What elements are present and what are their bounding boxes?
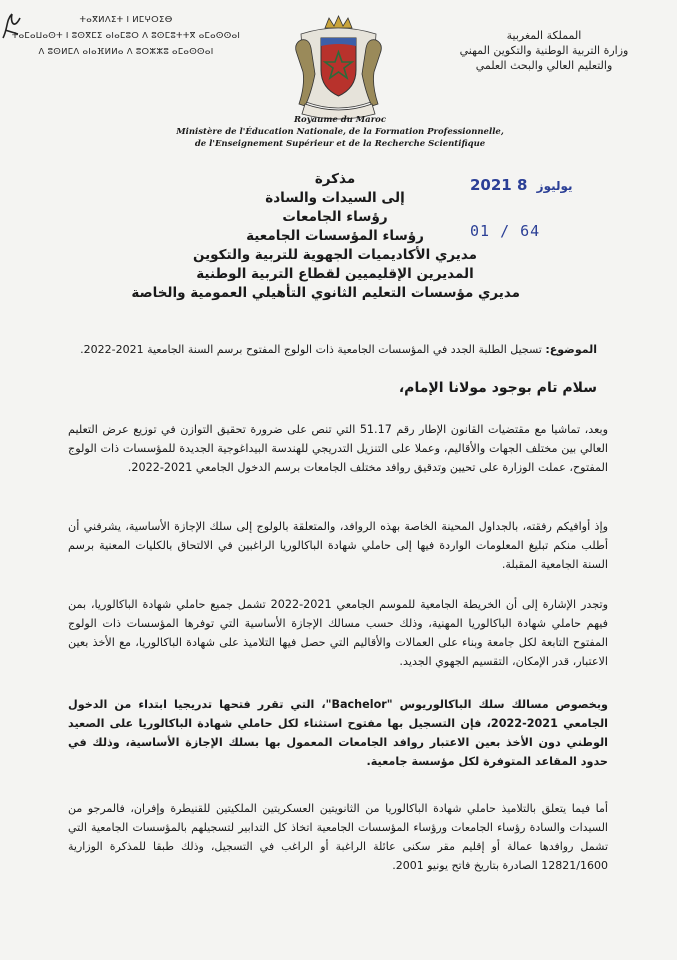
addressee-line: مديري مؤسسات التعليم الثانوي التأهيلي العمومية والخاصة <box>131 285 520 301</box>
body-paragraph-4: وبخصوص مسالك سلك الباكالوريوس "Bachelor"، التي تقرر فتحها تدريجيا ابتداء من الدخول الجامعي 2021-2022، فإن التسجيل بها مفتوح استثناء لكل حاملي شهادة الباكالوريا على الصعيد الوطني دون الأخذ بعين الاعتبار روافد الجامعات المعمول بها بسلك الإجازة الأساسية، وذلك في حدود المقاعد المتوفرة لكل مؤسسة جامعية. <box>68 698 608 768</box>
reference-stamp: 01 / 64 <box>470 222 541 240</box>
date-stamp-day: 8 <box>516 176 528 194</box>
addressee-line: إلى السيدات والسادة <box>265 190 405 206</box>
body-paragraph-5: أما فيما يتعلق بالتلاميذ حاملي شهادة الباكالوريا من الثانويتين العسكريتين الملكيتين للقنيطرة وإفران، فالمرجو من السيدات والسادة رؤساء الجامعات ورؤساء المؤسسات الجامعية اتخاذ كل التدابير لتسجيلهم بالمؤسسات الجامعية التي تشمل روافدها عمالة أو إقليم مقر سكنى عائلة الراغبة أو الراغب في التسجيل، وذلك طبقا للمذكرة الوزارية 12821/1600 الصادرة بتاريخ فاتح يونيو 2001. <box>68 802 608 872</box>
body-paragraph-1: وبعد، تماشيا مع مقتضيات القانون الإطار رقم 51.17 التي تنص على ضرورة تحقيق التوازن في توزيع عرض التعليم العالي بين مختلف الجهات والأقاليم، وعملا على التنزيل التدريجي للهندسة البيداغوجية الجديدة للمؤسسات ذات الولوج المفتوح، عملت الوزارة على تحيين وتدقيق روافد مختلف الجامعات برسم الدخول الجامعي 2021-2022. <box>68 423 608 474</box>
tifinagh-line-3: ⴷ ⵓⵙⵍⵎⴷ ⴰⵏⴰⴼⵍⵍⴰ ⴷ ⵓⵔⵣⵣⵓ ⴰⵎⴰⵙⵙⴰⵏ <box>38 47 214 57</box>
date-stamp-month: يوليوز <box>536 179 573 193</box>
addressees-block <box>131 170 520 303</box>
arabic-header <box>429 28 659 73</box>
arabic-header-line-1: المملكة المغربية <box>506 29 582 42</box>
subject-text: تسجيل الطلبة الجدد في المؤسسات الجامعية ذات الولوج المفتوح برسم السنة الجامعية 2021-2022. <box>80 343 542 356</box>
arabic-header-line-2: وزارة التربية الوطنية والتكوين المهني <box>459 44 629 57</box>
body-paragraph-3: وتجدر الإشارة إلى أن الخريطة الجامعية للموسم الجامعي 2021-2022 تشمل جميع حاملي شهادة الباكالوريا، بمن فيهم حاملي شهادة الباكالوريا المهنية، وذلك حسب مسالك الإجازة الأساسية التي توفرها المؤسسات ذات الولوج المفتوح التابعة لكل جامعة وبناء على العمالات والأقاليم التي حصل فيها التلاميذ على شهادة الباكالوريا، مع الأخذ بعين الاعتبار، قدر الإمكان، التقسيم الجهوي الجديد. <box>68 598 608 668</box>
french-header <box>130 114 550 150</box>
arabic-header-line-3: والتعليم العالي والبحث العلمي <box>475 59 613 72</box>
addressee-line: المديرين الإقليميين لقطاع التربية الوطنية <box>196 266 474 282</box>
greeting: سلام تام بوجود مولانا الإمام، <box>398 380 597 396</box>
royal-emblem-icon <box>291 14 386 122</box>
subject-line <box>77 343 597 356</box>
french-header-line-1: Ministère de l'Éducation Nationale, de la Formation Professionnelle, <box>176 127 504 137</box>
body-paragraph-2: وإذ أوافيكم رفقته، بالجداول المحينة الخاصة بهذه الروافد، والمتعلقة بالولوج إلى سلك الإجازة الأساسية، يشرفني أن أطلب منكم تبليغ المعلومات الواردة فيها إلى حاملي شهادة الباكالوريا الراغبين في الالتحاق بالكليات المعنية برسم السنة الجامعية المقبلة. <box>68 520 608 571</box>
addressee-line: رؤساء المؤسسات الجامعية <box>246 228 424 244</box>
tifinagh-header <box>6 12 246 60</box>
date-stamp <box>470 176 577 194</box>
subject-label: الموضوع: <box>545 343 597 356</box>
addressee-line: رؤساء الجامعات <box>282 209 388 225</box>
french-header-title: Royaume du Maroc <box>293 115 387 125</box>
addressee-line: مديري الأكاديميات الجهوية للتربية والتكوين <box>192 247 478 263</box>
tifinagh-line-1: ⵜⴰⴳⵍⴷⵉⵜ ⵏ ⵍⵎⵖⵔⵉⴱ <box>79 15 173 25</box>
addressee-line: مذكرة <box>314 171 356 187</box>
date-stamp-year: 2021 <box>470 176 512 194</box>
french-header-line-2: de l'Enseignement Supérieur et de la Recherche Scientifique <box>194 139 486 149</box>
tifinagh-line-2: ⵜⴰⵎⴰⵡⴰⵙⵜ ⵏ ⵓⵙⴳⵎⵉ ⴰⵏⴰⵎⵓⵔ ⴷ ⵓⵙⵎⵓⵜⵜⴳ ⴰⵎⴰⵙⵙⴰⵏ <box>11 31 241 41</box>
